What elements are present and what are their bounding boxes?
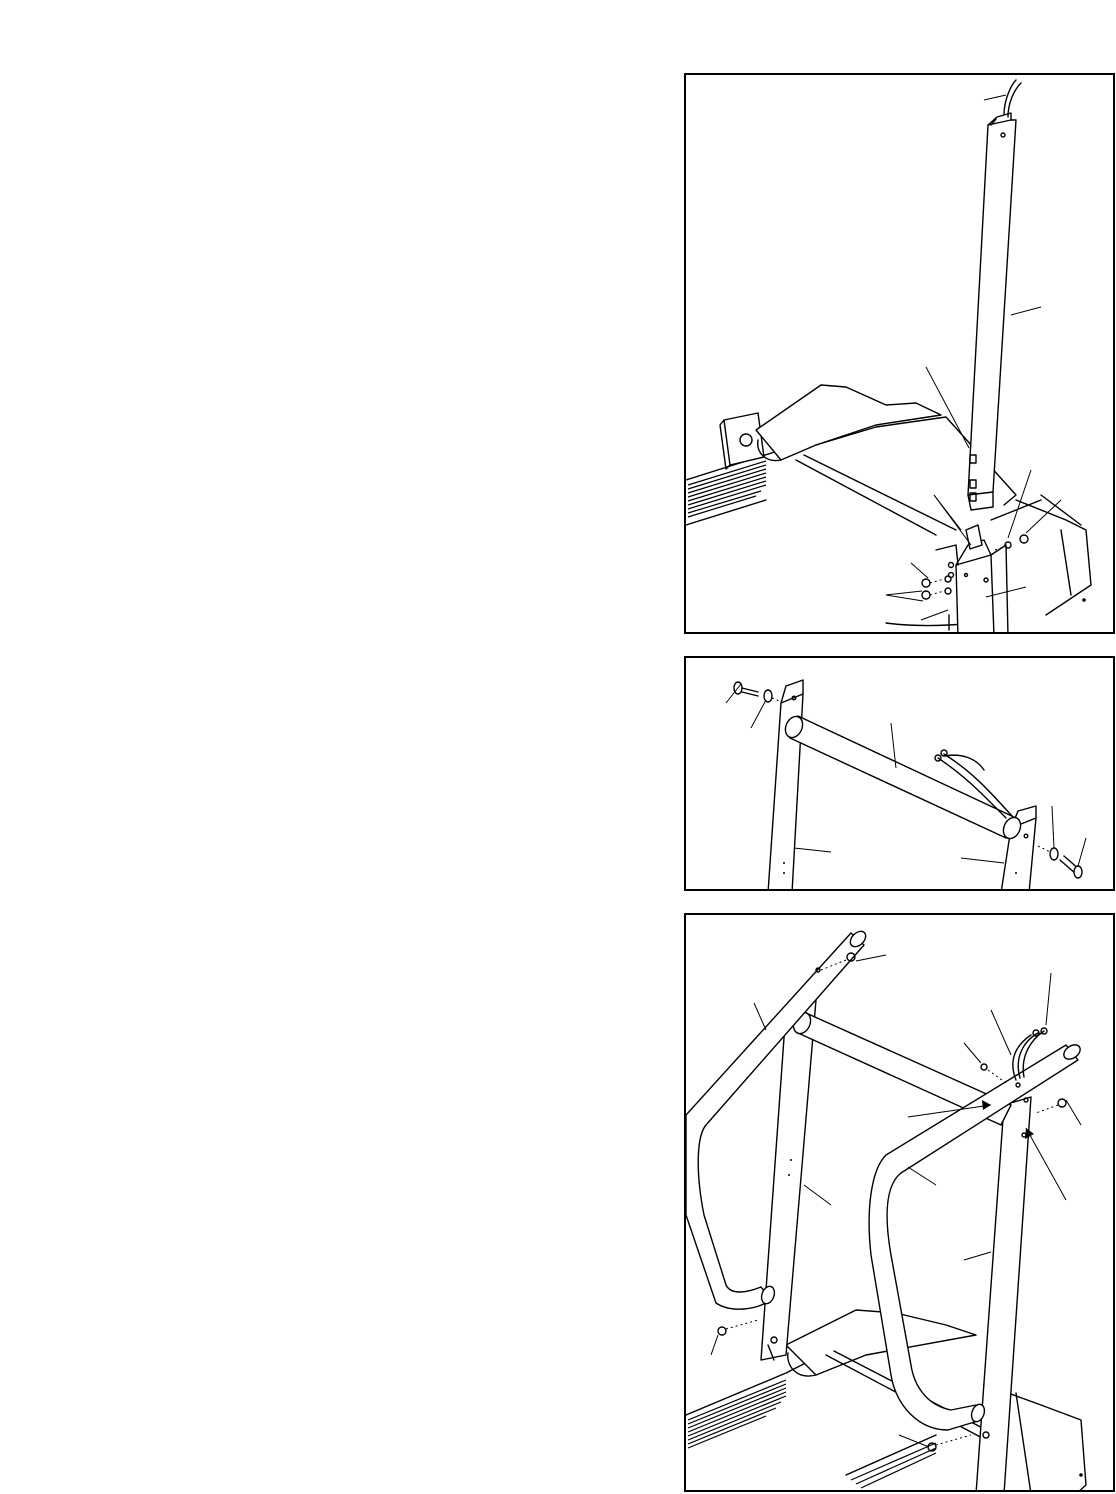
- treadmill-base: [786, 1310, 1086, 1492]
- left-upright: [768, 680, 803, 891]
- bolt-top-left: [734, 682, 782, 702]
- bolt-bottom-right: [1038, 846, 1082, 878]
- figure-handrail-attachment: [684, 913, 1115, 1492]
- right-handrail: [869, 1042, 1083, 1430]
- right-upright: [976, 1097, 1031, 1492]
- base-bracket: [936, 525, 1008, 634]
- bolt-group-left: [922, 563, 954, 600]
- upright-tube: [968, 80, 1021, 510]
- upright-attachment-drawing: [686, 75, 1115, 634]
- figure-crossbar-attachment: [684, 656, 1115, 891]
- handrail-attachment-drawing: [686, 915, 1115, 1492]
- figure-upright-attachment: [684, 73, 1115, 634]
- bolt-group-right: [995, 535, 1028, 550]
- treadmill-base: [756, 385, 1091, 626]
- crossbar-attachment-drawing: [686, 658, 1115, 891]
- crossbar: [782, 714, 1024, 842]
